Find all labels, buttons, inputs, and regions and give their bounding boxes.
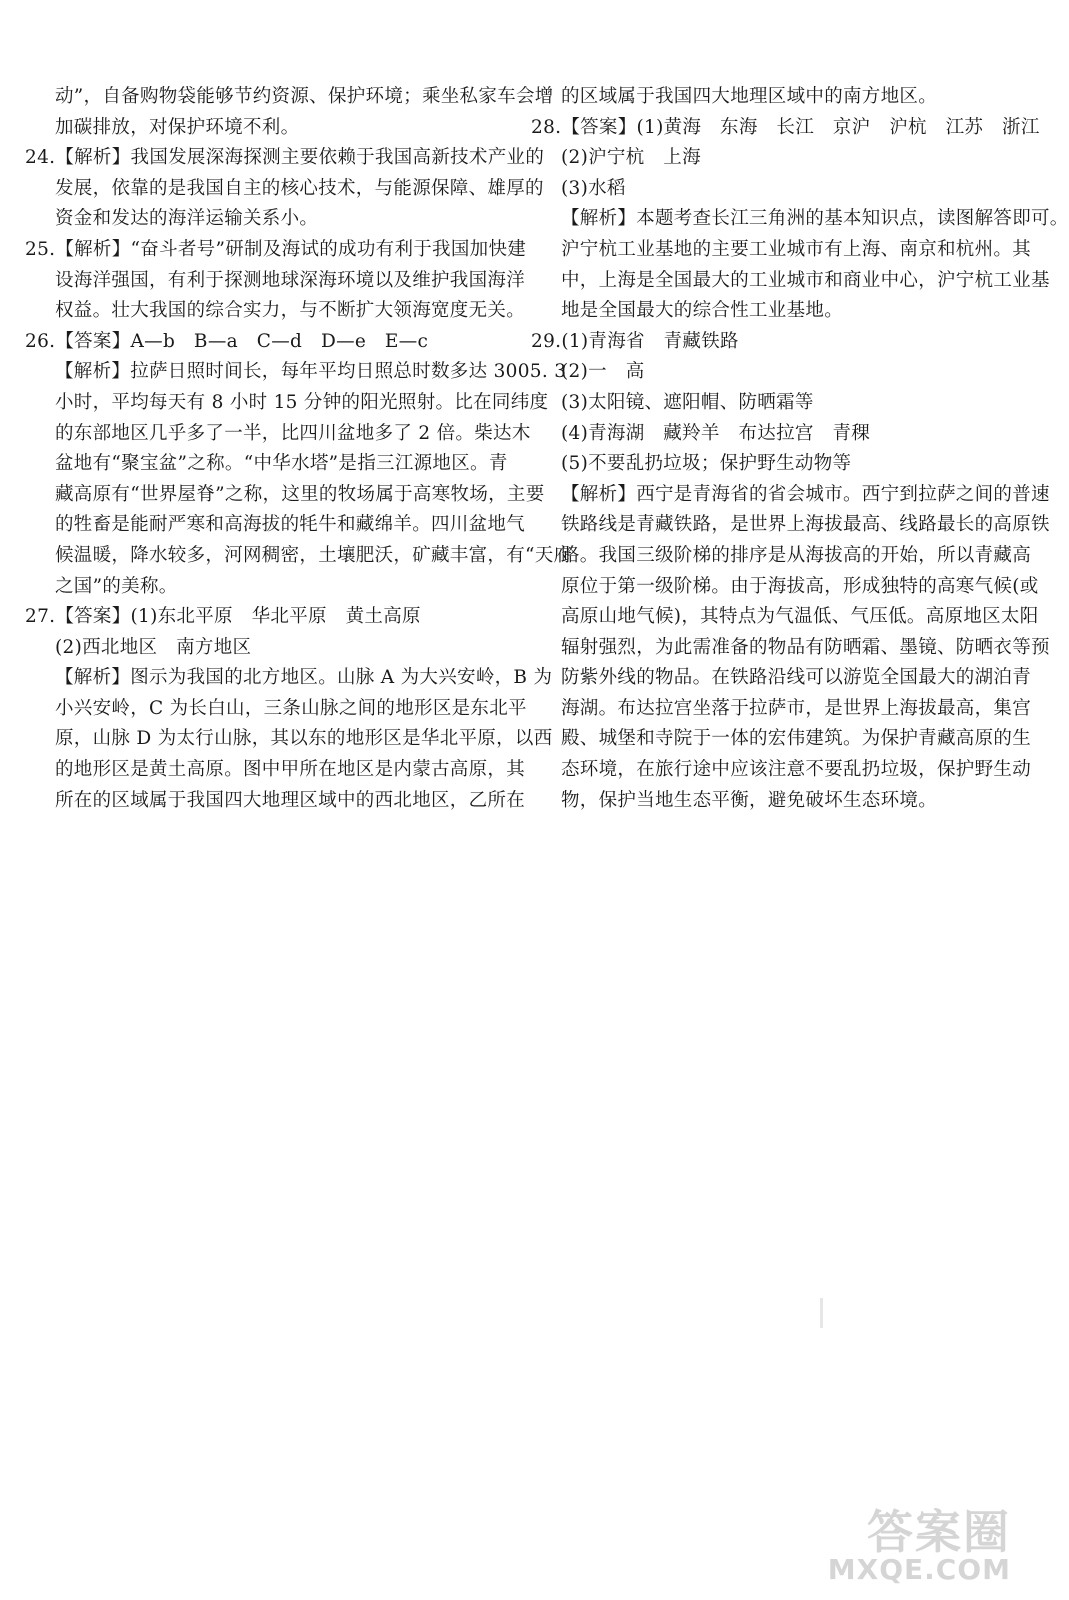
text-line: 28.【答案】(1)黄海 东海 长江 京沪 沪杭 江苏 浙江	[531, 116, 1040, 138]
text-line: 所在的区域属于我国四大地理区域中的西北地区，乙所在	[55, 789, 526, 811]
text-line: 25.【解析】“奋斗者号”研制及海试的成功有利于我国加快建	[25, 238, 527, 260]
text-line: 原，山脉 D 为太行山脉，其以东的地形区是华北平原，以西	[55, 728, 553, 750]
text-line: 地是全国最大的综合性工业基地。	[561, 300, 844, 322]
text-line: 候温暖，降水较多，河网稠密，土壤肥沃，矿藏丰富，有“天府	[55, 544, 573, 566]
text-line: 盆地有“聚宝盆”之称。“中华水塔”是指三江源地区。青	[55, 453, 508, 475]
text-line: (4)青海湖 藏羚羊 布达拉宫 青稞	[561, 422, 871, 444]
text-line: 动”，自备购物袋能够节约资源、保护环境；乘坐私家车会增	[55, 86, 554, 107]
text-line: 铁路线是青藏铁路，是世界上海拔最高、线路最长的高原铁	[561, 514, 1050, 536]
text-line: (2)一 高	[561, 361, 645, 383]
text-line: 的区域属于我国四大地理区域中的南方地区。	[561, 86, 938, 107]
watermark	[821, 1496, 1011, 1586]
text-line: 设海洋强国，有利于探测地球深海环境以及维护我国海洋	[55, 269, 526, 291]
text-line: 小兴安岭，C 为长白山，三条山脉之间的地形区是东北平	[55, 697, 527, 719]
text-line: 的地形区是黄土高原。图中甲所在地区是内蒙古高原，其	[55, 759, 526, 781]
text-line: 的东部地区几乎多了一半，比四川盆地多了 2 倍。柴达木	[55, 422, 531, 444]
text-line: 沪宁杭工业基地的主要工业城市有上海、南京和杭州。其	[561, 238, 1032, 260]
text-line: 辐射强烈，为此需准备的物品有防晒霜、墨镜、防晒衣等预	[561, 636, 1050, 658]
text-line: (2)沪宁杭 上海	[561, 147, 701, 169]
text-line: 【解析】本题考查长江三角洲的基本知识点，读图解答即可。	[561, 208, 1069, 230]
text-line: 【解析】拉萨日照时间长，每年平均日照总时数多达 3005. 3	[55, 361, 567, 383]
left-column	[25, 82, 573, 816]
scan-artifact	[820, 1298, 823, 1328]
text-line: 加碳排放，对保护环境不利。	[55, 116, 300, 138]
text-line: 之国”的美称。	[55, 575, 178, 597]
text-line: 殿、城堡和寺院于一体的宏伟建筑。为保护青藏高原的生	[561, 728, 1032, 750]
watermark-url: MXQE.COM	[827, 1553, 1011, 1586]
text-line: 24.【解析】我国发展深海探测主要依赖于我国高新技术产业的	[25, 147, 545, 169]
watermark-logo-text: 答案圈	[867, 1505, 1011, 1559]
text-line: (5)不要乱扔垃圾；保护野生动物等	[561, 453, 852, 475]
text-line: (3)水稻	[561, 177, 626, 199]
text-line: 路。我国三级阶梯的排序是从海拔高的开始，所以青藏高	[561, 544, 1032, 566]
text-line: 权益。壮大我国的综合实力，与不断扩大领海宽度无关。	[55, 300, 526, 322]
text-line: 资金和发达的海洋运输关系小。	[55, 208, 319, 230]
text-line: 27.【答案】(1)东北平原 华北平原 黄土高原	[25, 606, 421, 628]
text-line: 29.(1)青海省 青藏铁路	[531, 330, 739, 352]
text-line: 藏高原有“世界屋脊”之称，这里的牧场属于高寒牧场，主要	[55, 483, 545, 505]
text-line: 26.【答案】A—b B—a C—d D—e E—c	[25, 330, 429, 352]
text-line: 小时，平均每天有 8 小时 15 分钟的阳光照射。比在同纬度	[55, 391, 549, 413]
right-column	[531, 82, 1069, 816]
text-line: 高原山地气候)，其特点为气温低、气压低。高原地区太阳	[561, 606, 1039, 628]
text-line: 物，保护当地生态平衡，避免破坏生态环境。	[561, 789, 938, 811]
text-line: (2)西北地区 南方地区	[55, 636, 252, 658]
text-line: (3)太阳镜、遮阳帽、防晒霜等	[561, 391, 814, 413]
text-line: 态环境，在旅行途中应该注意不要乱扔垃圾，保护野生动	[561, 759, 1032, 781]
text-line: 发展，依靠的是我国自主的核心技术，与能源保障、雄厚的	[55, 177, 544, 199]
text-line: 海湖。布达拉宫坐落于拉萨市，是世界上海拔最高，集宫	[561, 697, 1032, 719]
text-line: 防紫外线的物品。在铁路沿线可以游览全国最大的湖泊青	[561, 667, 1032, 689]
text-line: 的牲畜是能耐严寒和高海拔的牦牛和藏绵羊。四川盆地气	[55, 514, 526, 536]
text-line: 中，上海是全国最大的工业城市和商业中心，沪宁杭工业基	[561, 269, 1050, 291]
text-line: 原位于第一级阶梯。由于海拔高，形成独特的高寒气候(或	[561, 575, 1039, 597]
text-line: 【解析】图示为我国的北方地区。山脉 A 为大兴安岭，B 为	[55, 667, 553, 689]
text-line: 【解析】西宁是青海省的省会城市。西宁到拉萨之间的普速	[561, 483, 1050, 505]
